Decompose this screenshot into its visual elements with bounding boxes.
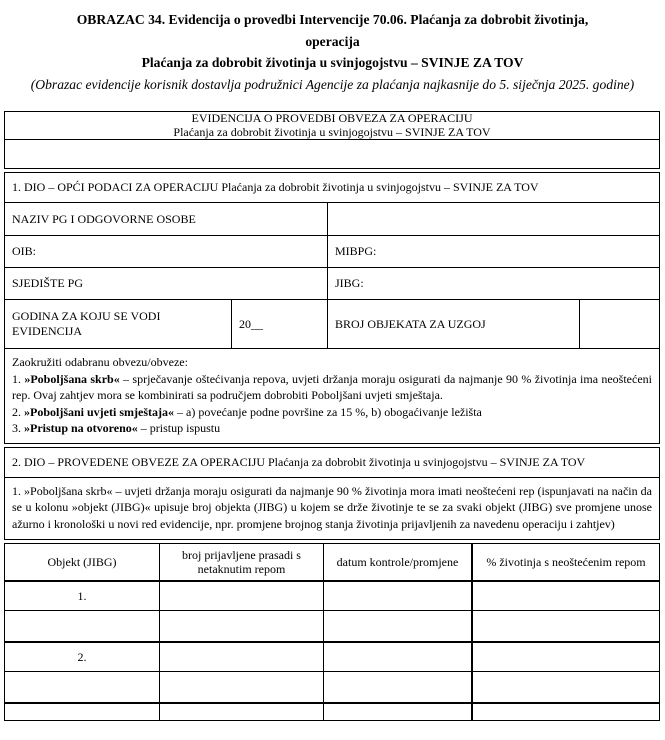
- obligation-3-number: 3.: [12, 421, 24, 435]
- cell-broj-prasadi: [159, 611, 323, 641]
- part2-title-row: [4, 447, 660, 478]
- form-header-row: [4, 111, 660, 140]
- form-body: [4, 111, 660, 721]
- obligation-item-1: [12, 371, 652, 404]
- cell-objekt: 1.: [77, 588, 87, 603]
- obligation-2-name: »Poboljšani uvjeti smještaja«: [24, 404, 174, 419]
- evidence-table-header: [4, 543, 660, 581]
- sjediste-row: [4, 267, 660, 300]
- obligation-1-text: – sprječavanje oštećivanja repova, uvjeti držanja moraju osigurati da najmanje 90 % životinja ima neoštećeni rep. Ovaj zahtjev mora se kombinirati sa područjem dobrobiti Poboljšani uvjeti smještaja.: [12, 371, 652, 402]
- form-header-line-2: Plaćanja za dobrobit životinja u svinjogojstvu – SVINJE ZA TOV: [173, 124, 491, 139]
- obligation-1-number: 1.: [12, 371, 25, 386]
- cell-objekt: [5, 704, 159, 720]
- evidence-table: [4, 543, 660, 721]
- header-datum-kontrole: datum kontrole/promjene: [323, 544, 471, 580]
- mibpg-label: MIBPG:: [327, 236, 659, 267]
- cell-postotak: [471, 611, 659, 641]
- obligation-item-2: [12, 404, 652, 421]
- part2-note: 1. »Poboljšana skrb« – uvjeti držanja moraju osigurati da najmanje 90 % životinja mora imati neoštećeni rep (ispunjavati na način da se u kolonu »objekt (JIBG)« upisuje broj objekta (JIBG) u kojem se drže životinje te se za svaki objekt (JIBG) sve promjene unose ažurno i kronološki u novi red evidencije, npr. promjene brojnog stanja životinja prijavljenih za navedenu operaciju i zahtjev): [12, 483, 652, 532]
- naziv-label: NAZIV PG I ODGOVORNE OSOBE: [12, 211, 196, 226]
- cell-objekt: [5, 611, 159, 641]
- obligation-2-text: – a) povećanje podne površine za 15 %, b) obogaćivanje ležišta: [174, 404, 482, 419]
- broj-objekata-label: BROJ OBJEKATA ZA UZGOJ: [327, 300, 579, 348]
- table-row: [4, 671, 660, 703]
- cell-broj-prasadi: [159, 704, 323, 720]
- jibg-label: JIBG:: [327, 268, 659, 299]
- table-row-partial: [4, 703, 660, 721]
- cell-objekt: 2.: [77, 649, 87, 664]
- table-row: [4, 610, 660, 642]
- godina-row: [4, 299, 660, 349]
- table-row-object-2: [4, 642, 660, 672]
- header-broj-prasadi: broj prijavljene prasadi s netaknutim repom: [159, 544, 323, 580]
- obligations-row: [4, 348, 660, 444]
- obligation-3-text: – pristup ispustu: [137, 421, 221, 435]
- oib-row: [4, 235, 660, 268]
- naziv-row: [4, 202, 660, 236]
- title-line-2: operacija: [305, 33, 360, 49]
- cell-datum: [323, 643, 471, 671]
- cell-datum: [323, 582, 471, 610]
- oib-label: OIB:: [12, 244, 36, 258]
- cell-broj-prasadi: [159, 672, 323, 702]
- title-line-1: OBRAZAC 34. Evidencija o provedbi Intervencije 70.06. Plaćanja za dobrobit životinja,: [76, 12, 589, 27]
- cell-datum: [323, 672, 471, 702]
- part1-title: 1. DIO – OPĆI PODACI ZA OPERACIJU Plaćanja za dobrobit životinja u svinjogojstvu – SVINJE ZA TOV: [12, 180, 539, 194]
- godina-label: GODINA ZA KOJU SE VODI EVIDENCIJA: [12, 309, 161, 338]
- cell-datum: [323, 611, 471, 641]
- obligation-1-name: »Poboljšana skrb«: [24, 371, 120, 386]
- cell-postotak: [471, 672, 659, 702]
- title-subtitle: (Obrazac evidencije korisnik dostavlja podružnici Agencije za plaćanja najkasnije do 5. siječnja 2025. godine): [30, 76, 635, 92]
- blank-row: [4, 139, 660, 169]
- obligations-intro: Zaokružiti odabranu obvezu/obveze:: [12, 355, 188, 369]
- obligation-item-3: [12, 420, 652, 437]
- cell-postotak: [471, 643, 659, 671]
- godina-value-field: 20__: [231, 300, 327, 348]
- document-title: [0, 0, 665, 95]
- cell-objekt: [5, 672, 159, 702]
- obligation-3-name: »Pristup na otvoreno«: [24, 421, 138, 435]
- header-postotak: % životinja s neoštećenim repom: [471, 544, 659, 580]
- cell-broj-prasadi: [159, 643, 323, 671]
- header-objekt: Objekt (JIBG): [47, 554, 117, 569]
- naziv-value-field: [327, 203, 659, 235]
- form-header-line-1: EVIDENCIJA O PROVEDBI OBVEZA ZA OPERACIJU: [191, 111, 473, 125]
- part1-title-row: [4, 172, 660, 203]
- broj-objekata-value-field: [579, 300, 659, 348]
- cell-datum: [323, 704, 471, 720]
- part2-title: 2. DIO – PROVEDENE OBVEZE ZA OPERACIJU Plaćanja za dobrobit životinja u svinjogojstvu – SVINJE ZA TOV: [12, 454, 586, 469]
- cell-postotak: [471, 704, 659, 720]
- part2-note-row: [4, 477, 660, 540]
- sjediste-label: SJEDIŠTE PG: [12, 276, 84, 290]
- table-row-object-1: [4, 581, 660, 611]
- obligation-2-number: 2.: [12, 404, 24, 419]
- cell-broj-prasadi: [159, 582, 323, 610]
- title-line-3: Plaćanja za dobrobit životinja u svinjogojstvu – SVINJE ZA TOV: [141, 55, 524, 70]
- cell-postotak: [471, 582, 659, 610]
